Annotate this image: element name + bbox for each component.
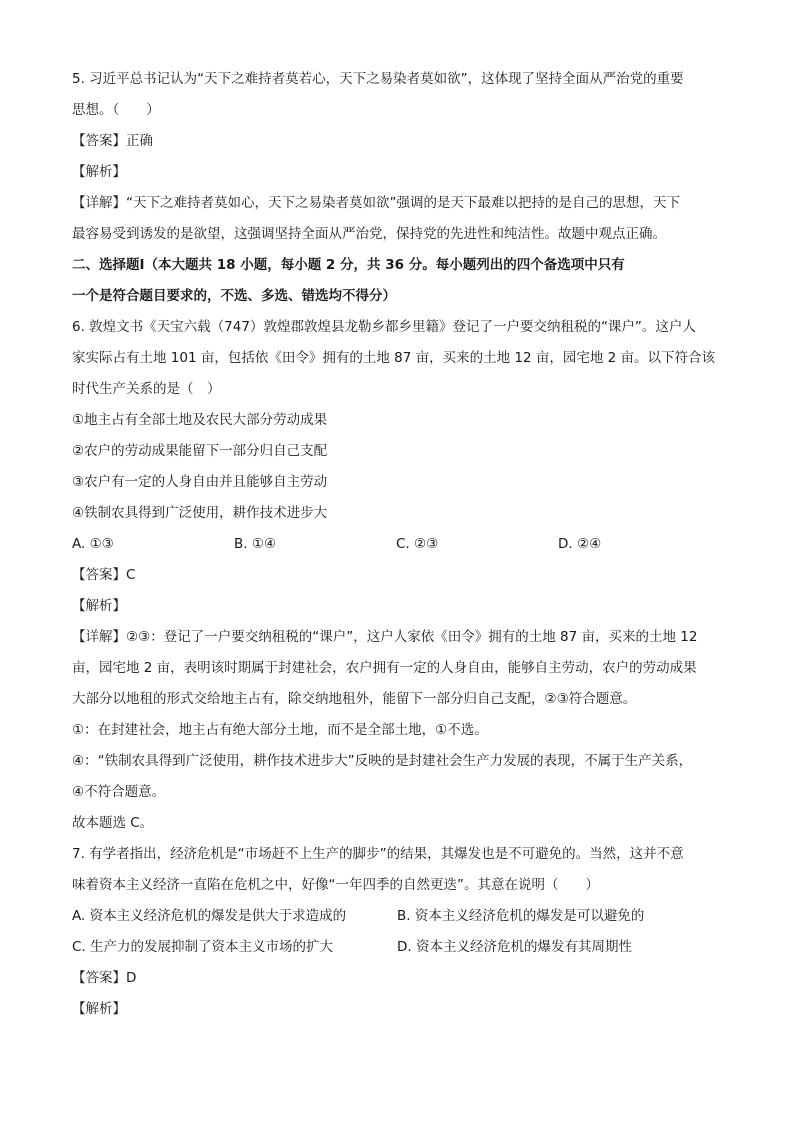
q7-options-row-1 — [72, 901, 722, 932]
q5-detail-text-1: “天下之难持者莫如心，天下之易染者莫如欲”强调的是天下最难以把持的是自己的思想，天下 — [126, 195, 680, 211]
q6-detail-line-2: 亩，园宅地 2 亩，表明该时期属于封建社会，农户拥有一定的人身自由，能够自主劳动，农户的劳动成果 — [72, 660, 697, 676]
q7-option-a: A. 资本主义经济危机的爆发是供大于求造成的 — [72, 908, 347, 924]
q7-answer — [72, 963, 722, 994]
q7-option-b: B. 资本主义经济危机的爆发是可以避免的 — [397, 908, 645, 924]
q6-answer-value: C — [126, 567, 136, 583]
q7-stem-line-1: 7. 有学者指出，经济危机是“市场赶不上生产的脚步”的结果，其爆发也是不可避免的。当然，这并不意 — [72, 846, 684, 862]
q5-stem-line-1: 5. 习近平总书记认为“天下之难持者莫若心，天下之易染者莫如欲”，这体现了坚持全面从严治党的重要 — [72, 71, 684, 87]
q5-analysis-tag: 【解析】 — [72, 164, 126, 180]
q6-answer — [72, 560, 722, 591]
q6-item-4: ④铁制农具得到广泛使用，耕作技术进步大 — [72, 505, 328, 521]
question-7 — [72, 839, 722, 1025]
q5-answer-value: 正确 — [126, 133, 153, 149]
q7-answer-value: D — [126, 970, 137, 986]
answer-tag: 【答案】 — [72, 133, 126, 149]
section-2-line-1: 二、选择题Ⅰ（本大题共 18 小题，每小题 2 分，共 36 分。每小题列出的四个备选项中只有 — [72, 257, 625, 273]
q6-detail-line-3: 大部分以地租的形式交给地主占有，除交纳地租外，能留下一部分归自己支配，②③符合题意。 — [72, 691, 637, 707]
question-6 — [72, 312, 722, 839]
q6-analysis-tag: 【解析】 — [72, 598, 126, 614]
q7-analysis-tag: 【解析】 — [72, 1001, 126, 1017]
q6-detail-line-4: ①：在封建社会，地主占有绝大部分土地，而不是全部土地，①不选。 — [72, 722, 488, 738]
q7-stem-line-2: 味着资本主义经济一直陷在危机之中，好像“一年四季的自然更迭”。其意在说明（ ） — [72, 877, 599, 893]
question-5 — [72, 64, 722, 250]
q5-answer — [72, 126, 722, 157]
section-2-line-2: 一个是符合题目要求的，不选、多选、错选均不得分） — [72, 288, 396, 304]
q6-detail-line-7: 故本题选 C。 — [72, 815, 154, 831]
detail-tag: 【详解】 — [72, 629, 126, 645]
q6-item-2: ②农户的劳动成果能留下一部分归自己支配 — [72, 443, 328, 459]
q5-detail-line-1 — [72, 188, 722, 219]
q6-option-b: B. ①④ — [234, 536, 277, 552]
document-page — [72, 64, 722, 1025]
q7-options-row-2 — [72, 932, 722, 963]
q6-detail-line-6: ④不符合题意。 — [72, 784, 166, 800]
q6-options — [72, 529, 722, 560]
q6-stem-line-3: 时代生产关系的是（ ） — [72, 381, 221, 397]
q7-option-d: D. 资本主义经济危机的爆发有其周期性 — [397, 939, 632, 955]
q6-option-c: C. ②③ — [396, 536, 439, 552]
q5-stem-line-2: 思想。（ ） — [72, 102, 160, 118]
q6-option-d: D. ②④ — [558, 536, 602, 552]
q6-detail-line-1 — [72, 622, 722, 653]
q6-stem-line-2: 家实际占有土地 101 亩，包括依《田令》拥有的土地 87 亩，买来的土地 12 亩，园宅地 2 亩。以下符合该 — [72, 350, 716, 366]
detail-tag: 【详解】 — [72, 195, 126, 211]
q7-option-c: C. 生产力的发展抑制了资本主义市场的扩大 — [72, 939, 334, 955]
q6-item-1: ①地主占有全部土地及农民大部分劳动成果 — [72, 412, 328, 428]
q6-detail-line-5: ④：“铁制农具得到广泛使用，耕作技术进步大”反映的是封建社会生产力发展的表现，不属于生产关系， — [72, 753, 693, 769]
q6-item-3: ③农户有一定的人身自由并且能够自主劳动 — [72, 474, 328, 490]
answer-tag: 【答案】 — [72, 970, 126, 986]
answer-tag: 【答案】 — [72, 567, 126, 583]
q6-option-a: A. ①③ — [72, 536, 114, 552]
q6-stem-line-1: 6. 敦煌文书《天宝六载（747）敦煌郡敦煌县龙勒乡都乡里籍》登记了一户要交纳租税的“课户”。这户人 — [72, 319, 696, 335]
section-2-heading — [72, 250, 722, 312]
q5-detail-line-2: 最容易受到诱发的是欲望，这强调坚持全面从严治党，保持党的先进性和纯洁性。故题中观点正确。 — [72, 226, 666, 242]
q6-detail-text-1: ②③：登记了一户要交纳租税的“课户”，这户人家依《田令》拥有的土地 87 亩，买来的土地 12 — [126, 629, 698, 645]
